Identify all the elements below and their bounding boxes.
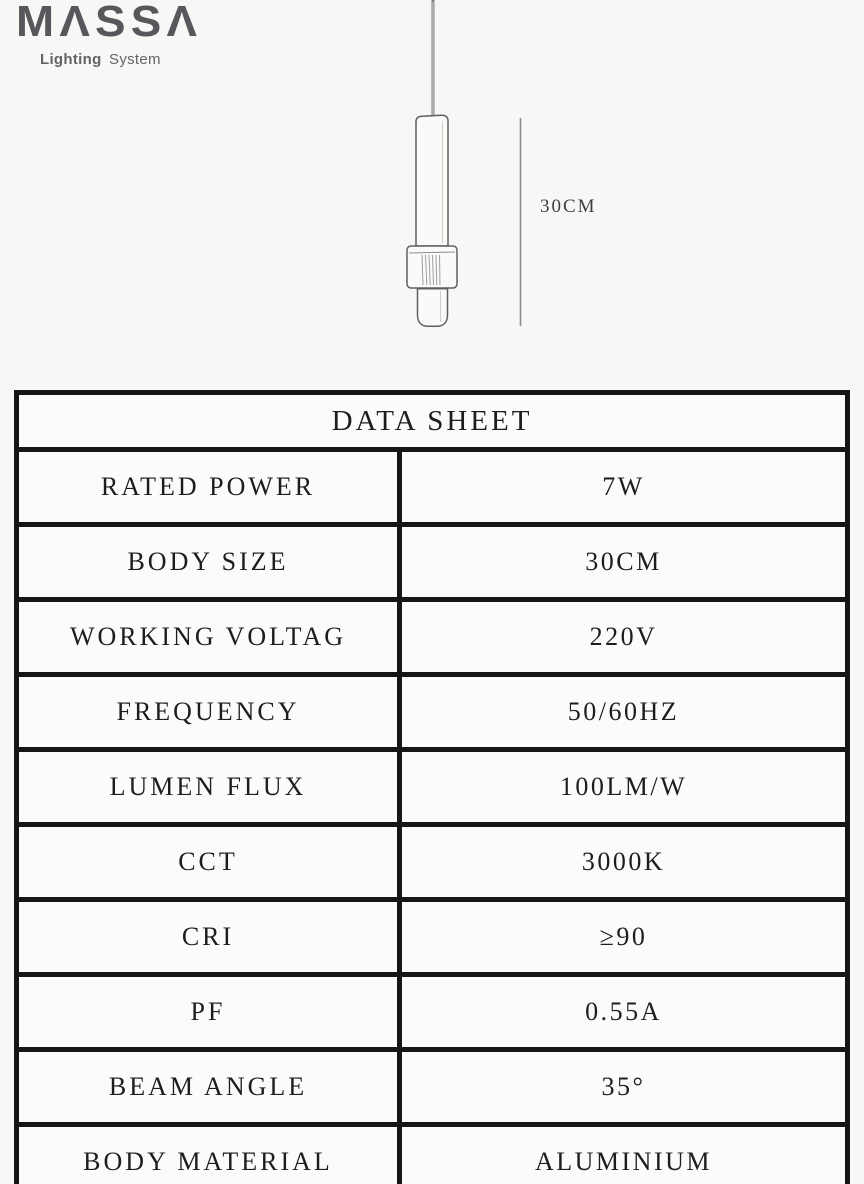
- spec-label: RATED POWER: [17, 450, 400, 525]
- spec-label: LUMEN FLUX: [17, 750, 400, 825]
- table-row: [17, 975, 848, 1050]
- spec-label: BODY SIZE: [17, 525, 400, 600]
- brand-tagline-regular: System: [109, 51, 161, 68]
- brand-logo: [16, 0, 203, 68]
- spec-label: WORKING VOLTAG: [17, 600, 400, 675]
- lamp-body: [416, 115, 448, 246]
- spec-value: 35°: [400, 1050, 848, 1125]
- table-row: [17, 900, 848, 975]
- table-row: [17, 600, 848, 675]
- spec-label: CCT: [17, 825, 400, 900]
- table-header-row: [17, 393, 848, 450]
- table-row: [17, 750, 848, 825]
- spec-value: 30CM: [400, 525, 848, 600]
- table-row: [17, 675, 848, 750]
- brand-tagline-bold: Lighting: [40, 51, 102, 68]
- pendant-lamp-drawing: [350, 0, 560, 340]
- table-title: DATA SHEET: [17, 393, 848, 450]
- spec-label: FREQUENCY: [17, 675, 400, 750]
- spec-value: ≥90: [400, 900, 848, 975]
- spec-label: BEAM ANGLE: [17, 1050, 400, 1125]
- spec-value: 220V: [400, 600, 848, 675]
- data-sheet-table: [14, 390, 850, 1184]
- dimension-label: 30CM: [540, 196, 597, 217]
- brand-tagline: [40, 51, 195, 68]
- table-row: [17, 450, 848, 525]
- table-row: [17, 1125, 848, 1184]
- table-row: [17, 525, 848, 600]
- spec-label: PF: [17, 975, 400, 1050]
- lamp-bottom-cap: [418, 289, 448, 327]
- spec-label: BODY MATERIAL: [17, 1125, 400, 1184]
- spec-value: 7W: [400, 450, 848, 525]
- brand-logo-text: MΛSSΛ: [16, 0, 203, 46]
- spec-value: 0.55A: [400, 975, 848, 1050]
- spec-label: CRI: [17, 900, 400, 975]
- table-row: [17, 1050, 848, 1125]
- spec-value: 50/60HZ: [400, 675, 848, 750]
- spec-value: 3000K: [400, 825, 848, 900]
- spec-value: 100LM/W: [400, 750, 848, 825]
- table-row: [17, 825, 848, 900]
- spec-value: ALUMINIUM: [400, 1125, 848, 1184]
